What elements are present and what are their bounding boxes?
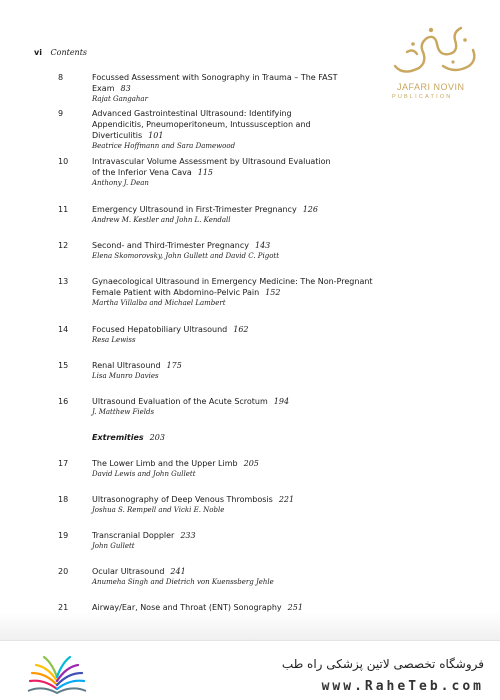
store-url[interactable]: www.RaheTeb.com xyxy=(321,679,484,694)
chapter-authors: Rajat Gangahar xyxy=(92,95,148,103)
chapter-authors: Anumeha Singh and Dietrich von Kuenssberg Jehle xyxy=(92,578,274,586)
chapter-page: 221 xyxy=(278,495,295,504)
chapter-number: 8 xyxy=(58,73,64,82)
chapter-title: Ultrasonography of Deep Venous Thrombosis xyxy=(92,495,273,504)
chapter-number: 11 xyxy=(58,205,69,214)
chapter-page: 205 xyxy=(243,459,259,468)
chapter-page: 101 xyxy=(148,131,164,140)
publisher-tagline: PUBLICATION xyxy=(392,94,453,100)
chapter-number: 21 xyxy=(58,603,69,612)
chapter-page: 175 xyxy=(166,361,182,370)
chapter-number: 20 xyxy=(58,567,69,576)
chapter-page: 194 xyxy=(273,397,290,406)
chapter-page: 115 xyxy=(197,168,214,177)
publisher-name: JAFARI NOVIN xyxy=(397,82,465,92)
page-number: vi xyxy=(34,48,42,57)
chapter-authors: J. Matthew Fields xyxy=(92,408,155,416)
chapter-title: Intravascular Volume Assessment by Ultrasound Evaluation of the Inferior Vena Cava xyxy=(92,157,331,177)
section-page: 203 xyxy=(149,433,165,442)
chapter-number: 13 xyxy=(58,277,69,286)
chapter-title: Advanced Gastrointestinal Ultrasound: Identifying Appendicitis, Pneumoperitoneum, Intussusception and Diverticulitis xyxy=(92,109,311,140)
chapter-number: 12 xyxy=(58,241,69,250)
chapter-page: 233 xyxy=(180,531,196,540)
chapter-title: Renal Ultrasound xyxy=(92,361,161,370)
chapter-number: 18 xyxy=(58,495,69,504)
chapter-authors: Lisa Munro Davies xyxy=(92,372,159,380)
chapter-number: 9 xyxy=(58,109,64,118)
chapter-title: Ultrasound Evaluation of the Acute Scrotum xyxy=(92,397,268,406)
chapter-authors: John Gullett xyxy=(92,542,135,550)
open-book-logo-icon xyxy=(22,649,92,695)
chapter-title: The Lower Limb and the Upper Limb xyxy=(92,459,238,468)
publisher-logo xyxy=(383,22,483,118)
section-title: Extremities xyxy=(92,433,144,442)
chapter-authors: Andrew M. Kestler and John L. Kendall xyxy=(92,216,231,224)
chapter-title: Focused Hepatobiliary Ultrasound xyxy=(92,325,228,334)
chapter-page: 152 xyxy=(265,288,281,297)
chapter-number: 19 xyxy=(58,531,69,540)
running-header xyxy=(34,48,87,57)
chapter-authors: David Lewis and John Gullett xyxy=(92,470,196,478)
chapter-authors: Resa Lewiss xyxy=(92,336,136,344)
chapter-page: 251 xyxy=(287,603,303,612)
calligraphy-logo-icon xyxy=(383,22,483,82)
chapter-authors: Martha Villalba and Michael Lambert xyxy=(92,299,226,307)
chapter-title: Focussed Assessment with Sonography in Trauma – The FAST Exam xyxy=(92,73,338,93)
chapter-title: Gynaecological Ultrasound in Emergency Medicine: The Non-Pregnant Female Patient with Abdomino-Pelvic Pain xyxy=(92,277,373,297)
chapter-authors: Anthony J. Dean xyxy=(92,179,149,187)
chapter-title: Second- and Third-Trimester Pregnancy xyxy=(92,241,249,250)
chapter-number: 17 xyxy=(58,459,69,468)
chapter-authors: Beatrice Hoffmann and Sara Damewood xyxy=(92,142,236,150)
chapter-page: 126 xyxy=(302,205,318,214)
chapter-page: 83 xyxy=(120,84,131,93)
chapter-number: 10 xyxy=(58,157,69,166)
chapter-authors: Elena Skomorovsky, John Gullett and David C. Pigott xyxy=(92,252,280,260)
chapter-authors: Joshua S. Rempell and Vicki E. Noble xyxy=(92,506,225,514)
chapter-page: 143 xyxy=(255,241,271,250)
chapter-page: 162 xyxy=(233,325,249,334)
chapter-title: Airway/Ear, Nose and Throat (ENT) Sonography xyxy=(92,603,282,612)
chapter-title: Emergency Ultrasound in First-Trimester Pregnancy xyxy=(92,205,297,214)
section-heading[interactable] xyxy=(92,433,165,442)
store-name: فروشگاه تخصصی لاتین پزشکی راه طب xyxy=(281,657,484,671)
chapter-page: 241 xyxy=(170,567,186,576)
store-banner xyxy=(0,640,500,700)
chapter-title: Transcranial Doppler xyxy=(92,531,175,540)
chapter-number: 16 xyxy=(58,397,69,406)
chapter-title: Ocular Ultrasound xyxy=(92,567,165,576)
chapter-number: 15 xyxy=(58,361,69,370)
header-label: Contents xyxy=(50,48,88,57)
chapter-number: 14 xyxy=(58,325,69,334)
